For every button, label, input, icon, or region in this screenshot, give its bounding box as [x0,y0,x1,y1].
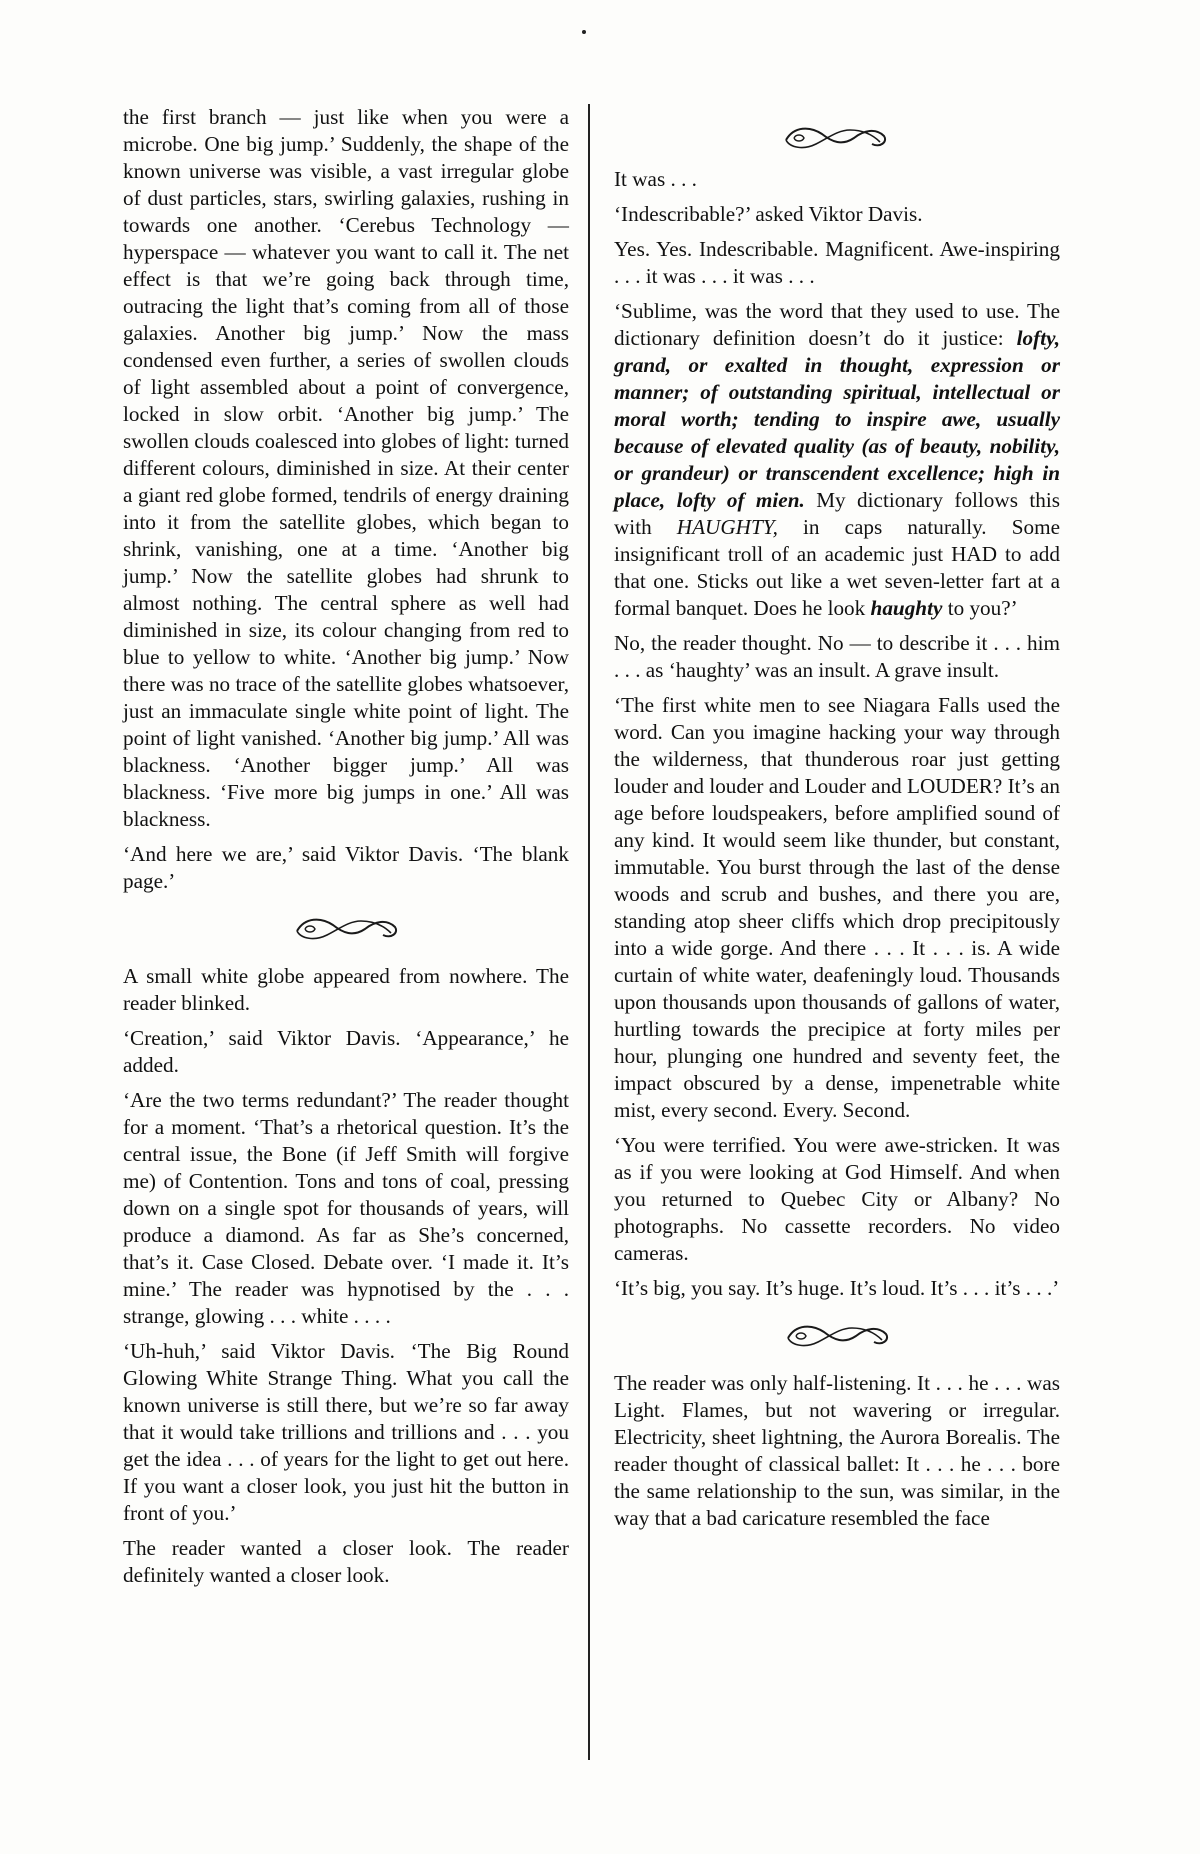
right-column [614,166,1060,1540]
paragraph: ‘You were terrified. You were awe-stricken. It was as if you were looking at God Himself. And when you returned to Quebec City or Albany? No photographs. No cassette recorders. No video cameras. [614,1133,1060,1265]
paragraph: ‘Creation,’ said Viktor Davis. ‘Appearance,’ he added. [123,1026,569,1077]
scroll-flourish-icon [291,911,401,945]
dictionary-definition: lofty, grand, or exalted in thought, expression or manner; of outstanding spiritual, intellectual or moral worth; tending to inspire awe, usually because of elevated quality (as of beauty, nobility, or grandeur) or transcendent excellence; high in place, lofty of mien. [614,326,1060,512]
text-run: My dictionary follows this with [614,488,1060,539]
paragraph: Yes. Yes. Indescribable. Magnificent. Awe-inspiring . . . it was . . . it was . . . [614,237,1060,288]
paragraph: the first branch — just like when you were a microbe. One big jump.’ Suddenly, the shape of the known universe was visible, a vast irregular globe of dust particles, stars, swirling galaxies, rushing in towards one another. ‘Cerebus Technology — hyperspace — whatever you want to call it. The net effect is that we’re going back through time, outracing the light that’s coming from all of those galaxies. Another big jump.’ Now the mass condensed even further, a series of swollen clouds of light assembled about a point of convergence, locked in slow orbit. ‘Another big jump.’ The swollen clouds coalesced into globes of light: turned different colours, diminished in size. At their center a giant red globe formed, tendrils of energy draining into it from the satellite globes, which began to shrink, vanishing, one at a time. ‘Another big jump.’ Now the satellite globes had shrunk to almost nothing. The central sphere as well had diminished in size, its colour changing from red to blue to yellow to white. ‘Another big jump.’ Now there was no trace of the satellite globes whatsoever, just an immaculate single white point of light. The point of light vanished. ‘Another big jump.’ All was blackness. ‘Another bigger jump.’ All was blackness. ‘Five more big jumps in one.’ All was blackness. [123,105,569,831]
paragraph: ‘Uh-huh,’ said Viktor Davis. ‘The Big Round Glowing White Strange Thing. What you call the known universe is still there, but we’re so far away that it would take trillions and trillions and . . . you get the idea . . . of years for the light to get out here. If you want a closer look, you just hit the button in front of you.’ [123,1339,569,1525]
text-run: ‘Sublime, was the word that they used to use. The dictionary definition doesn’t do it justice: [614,299,1060,350]
paragraph: The reader wanted a closer look. The reader definitely wanted a closer look. [123,1536,569,1587]
paragraph: ‘It’s big, you say. It’s huge. It’s loud. It’s . . . it’s . . .’ [614,1276,1060,1300]
column-divider [588,104,590,1760]
paragraph: It was . . . [614,167,697,191]
text-run: in caps naturally. Some insignificant troll of an academic just HAD to add that one. Sticks out like a wet seven-letter fart at a formal banquet. Does he look [614,515,1060,620]
paragraph: ‘And here we are,’ said Viktor Davis. ‘The blank page.’ [123,842,569,893]
paragraph: No, the reader thought. No — to describe it . . . him . . . as ‘haughty’ was an insult. A grave insult. [614,631,1060,682]
paragraph: A small white globe appeared from nowhere. The reader blinked. [123,964,569,1015]
haughty-emphasis: haughty [870,596,943,620]
paragraph: The reader was only half-listening. It . . . he . . . was Light. Flames, but not wavering or irregular. Electricity, sheet lightning, the Aurora Borealis. The reader thought of classical ballet: It . . . he . . . bore the same relationship to the sun, was similar, in the way that a bad caricature resembled the face [614,1371,1060,1530]
haughty-caps: HAUGHTY, [676,515,778,539]
paragraph-sublime [614,298,1060,622]
paragraph: ‘Are the two terms redundant?’ The reader thought for a moment. ‘That’s a rhetorical question. It’s the central issue, the Bone (if Jeff Smith will forgive me) of Contention. Tons and tons of coal, pressing down on a single spot for thousands of years, will produce a diamond. As far as She’s concerned, that’s it. Case Closed. Debate over. ‘I made it. It’s mine.’ The reader was hypnotised by the . . . strange, glowing . . . white . . . . [123,1088,569,1328]
text-run: to you?’ [942,596,1018,620]
speck-mark [582,30,586,34]
paragraph: ‘The first white men to see Niagara Falls used the word. Can you imagine hacking your way through the wilderness, that thunderous roar just getting louder and louder and Louder and LOUDER? It’s an age before loudspeakers, before amplified sound of any kind. It would seem like thunder, but constant, immutable. You burst through the last of the dense woods and scrub and bushes, and there you are, standing atop sheer cliffs which drop precipitously into a wide gorge. And there . . . It . . . is. A wide curtain of white water, deafeningly loud. Thousands upon thousands upon thousands of gallons of water, hurtling towards the precipice at forty miles per hour, plunging one hundred and seventy feet, the impact obscured by a dense, impenetrable white mist, every second. Every. Second. [614,693,1060,1122]
left-column [123,104,569,1597]
paragraph: ‘Indescribable?’ asked Viktor Davis. [614,202,923,226]
scroll-flourish-icon [780,120,890,154]
scroll-flourish-icon [782,1318,892,1352]
